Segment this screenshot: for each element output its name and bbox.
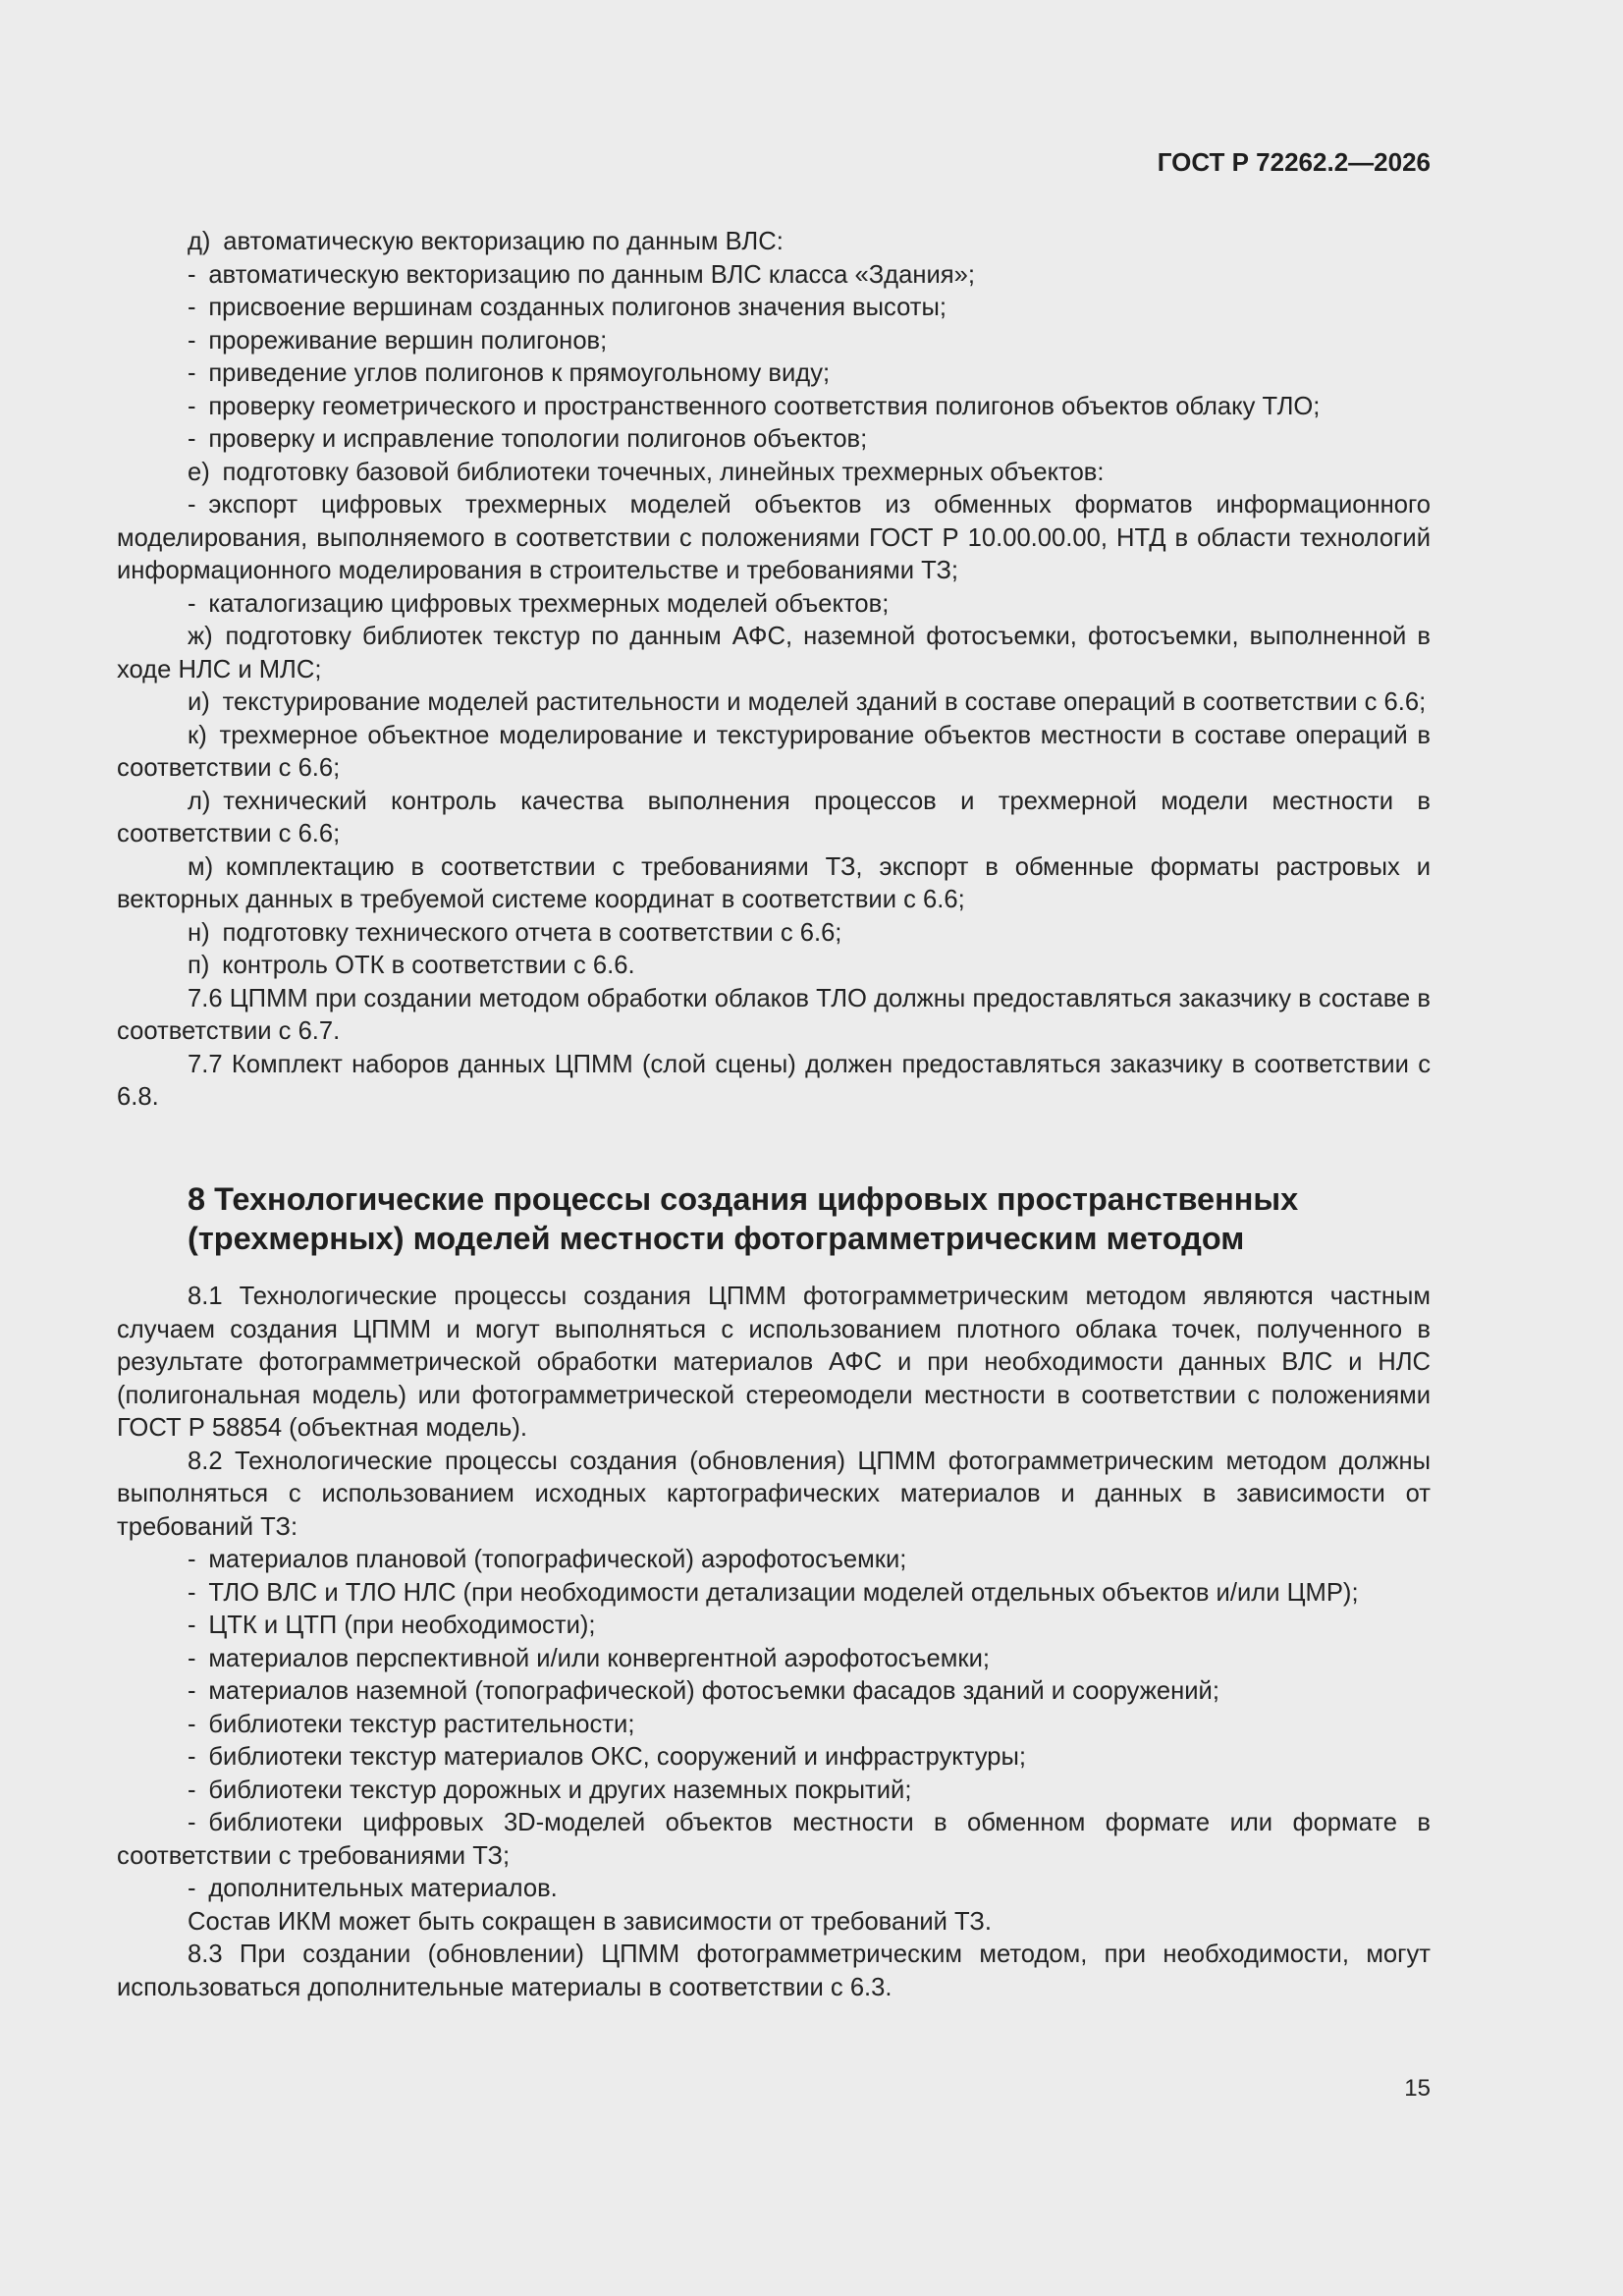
list-item-planar-survey: - материалов плановой (топографической) аэрофотосъемки; <box>188 1546 907 1573</box>
list-item-additional-materials: - дополнительных материалов. <box>188 1875 558 1902</box>
list-item-oblique-survey: - материалов перспективной и/или конвергентной аэрофотосъемки; <box>188 1644 990 1672</box>
list-item-tlo-vls-nls: - ТЛО ВЛС и ТЛО НЛС (при необходимости детализации моделей отдельных объектов и/или ЦМР); <box>188 1578 1359 1607</box>
list-item-topology-check: - проверку и исправление топологии полигонов объектов; <box>188 425 868 453</box>
section-8-heading <box>188 1179 1366 1258</box>
body-text-block-2 <box>117 1281 1431 2004</box>
list-item-3d-models-library: - библиотеки цифровых 3D-моделей объектов местности в обменном формате или формате в соответствии с требованиями ТЗ; <box>117 1809 1431 1870</box>
clause-8-3: 8.3 При создании (обновлении) ЦПММ фотограмметрическим методом, при необходимости, могут использоваться дополнительные материалы в соответствии с 6.3. <box>117 1941 1431 2001</box>
paragraph-l: л) технический контроль качества выполнения процессов и трехмерной модели местности в соответствии с 6.6; <box>117 787 1431 847</box>
body-text-block-1 <box>117 226 1431 1115</box>
clause-8-1: 8.1 Технологические процессы создания ЦПММ фотограмметрическим методом являются частным случаем создания ЦПММ и могут выполняться с использованием плотного облака точек, полученного в результате фотограмметрической обработки материалов АФС и при необходимости данных ВЛС и НЛС (полигональная модель) или фотограмметрической стереомодели местности в соответствии с положениями ГОСТ Р 58854 (объектная модель). <box>117 1283 1431 1442</box>
list-item-vertex-thinning: - прореживание вершин полигонов; <box>188 326 608 355</box>
list-item-vegetation-textures: - библиотеки текстур растительности; <box>188 1710 635 1738</box>
clause-8-2: 8.2 Технологические процессы создания (обновления) ЦПММ фотограмметрическим методом должны выполняться с использованием исходных картографических материалов и данных в зависимости от требований ТЗ: <box>117 1447 1431 1541</box>
list-item-right-angles: - приведение углов полигонов к прямоугольному виду; <box>188 359 831 387</box>
paragraph-zh: ж) подготовку библиотек текстур по данным АФС, наземной фотосъемки, фотосъемки, выполненной в ходе НЛС и МЛС; <box>117 623 1431 683</box>
list-item-road-textures: - библиотеки текстур дорожных и других наземных покрытий; <box>188 1776 912 1804</box>
paragraph-i: и) текстурирование моделей растительности и моделей зданий в составе операций в соответствии с 6.6; <box>188 688 1427 716</box>
clause-7-7: 7.7 Комплект наборов данных ЦПММ (слой сцены) должен предоставляться заказчику в соответствии с 6.8. <box>117 1050 1431 1111</box>
section-8-heading-line2: (трехмерных) моделей местности фотограмметрическим методом <box>188 1221 1245 1256</box>
page-number: 15 <box>1404 2075 1431 2102</box>
paragraph-m: м) комплектацию в соответствии с требованиями ТЗ, экспорт в обменные форматы растровых и векторных данных в требуемой системе координат в соответствии с 6.6; <box>117 852 1431 913</box>
paragraph-ikm-note: Состав ИКМ может быть сокращен в зависимости от требований ТЗ. <box>188 1907 992 1936</box>
list-item-facade-photos: - материалов наземной (топографической) фотосъемки фасадов зданий и сооружений; <box>188 1677 1219 1705</box>
section-8-heading-line1: 8 Технологические процессы создания цифровых пространственных <box>188 1181 1299 1217</box>
list-item-oks-textures: - библиотеки текстур материалов ОКС, сооружений и инфраструктуры; <box>188 1743 1027 1771</box>
list-item-cataloging: - каталогизацию цифровых трехмерных моделей объектов; <box>188 589 890 618</box>
paragraph-p: п) контроль ОТК в соответствии с 6.6. <box>188 952 635 979</box>
list-item-vectorization-buildings: - автоматическую векторизацию по данным ВЛС класса «Здания»; <box>188 260 975 289</box>
document-code-header: ГОСТ Р 72262.2—2026 <box>1157 147 1431 177</box>
list-item-ctk-ctp: - ЦТК и ЦТП (при необходимости); <box>188 1612 596 1639</box>
paragraph-e: е) подготовку базовой библиотеки точечных, линейных трехмерных объектов: <box>188 458 1105 486</box>
clause-7-6: 7.6 ЦПММ при создании методом обработки облаков ТЛО должны предоставляться заказчику в составе в соответствии с 6.7. <box>117 984 1431 1045</box>
list-item-export-models: - экспорт цифровых трехмерных моделей объектов из обменных форматов информационного моделирования, выполняемого в соответствии с положениями ГОСТ Р 10.00.00.00, НТД в области технологий информационного моделирования в строительстве и требованиями ТЗ; <box>117 491 1431 584</box>
list-item-vertex-height: - присвоение вершинам созданных полигонов значения высоты; <box>188 294 947 321</box>
paragraph-d: д) автоматическую векторизацию по данным ВЛС: <box>188 228 784 255</box>
list-item-geometry-check: - проверку геометрического и пространственного соответствия полигонов объектов облаку ТЛО; <box>188 392 1321 420</box>
paragraph-n: н) подготовку технического отчета в соответствии с 6.6; <box>188 918 842 947</box>
paragraph-k: к) трехмерное объектное моделирование и текстурирование объектов местности в составе операций в соответствии с 6.6; <box>117 721 1431 782</box>
